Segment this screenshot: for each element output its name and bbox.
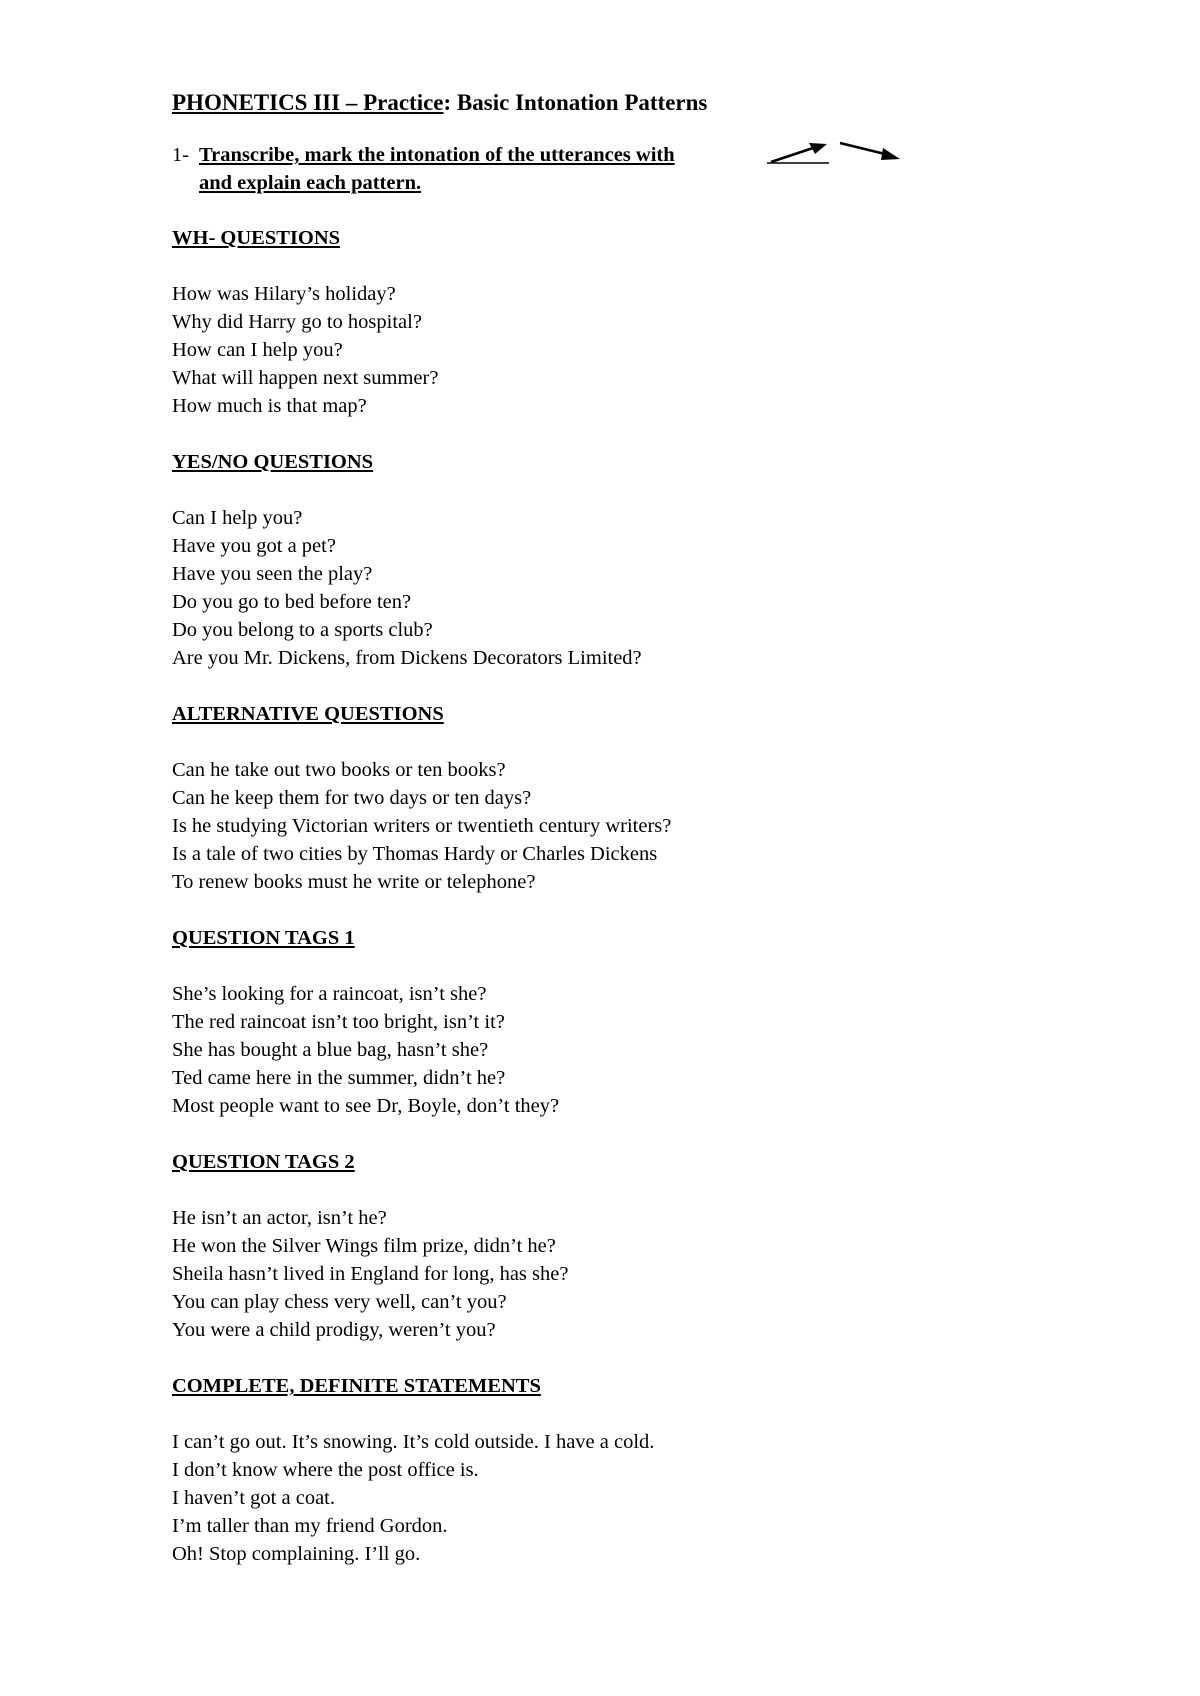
sentence: The red raincoat isn’t too bright, isn’t it?: [172, 1011, 505, 1033]
instruction-line-2: and explain each pattern.: [199, 172, 422, 194]
title-course: PHONETICS III – Practice: [172, 90, 444, 115]
sentence: How was Hilary’s holiday?: [172, 283, 396, 305]
sentence: Is a tale of two cities by Thomas Hardy or Charles Dickens: [172, 843, 658, 865]
exercise-number: 1-: [172, 144, 190, 166]
sentence: Is he studying Victorian writers or twentieth century writers?: [172, 815, 672, 837]
falling-arrow-icon: [840, 143, 900, 160]
sentence: I don’t know where the post office is.: [172, 1459, 479, 1481]
sentence-list: [172, 1428, 1072, 1568]
sentence: Do you belong to a sports club?: [172, 619, 433, 641]
sections-container: [172, 224, 1072, 1568]
section-heading: QUESTION TAGS 2: [172, 1151, 355, 1173]
sentence-list: [172, 980, 1072, 1120]
sentence: I can’t go out. It’s snowing. It’s cold outside. I have a cold.: [172, 1431, 655, 1453]
intonation-arrows: [767, 133, 1087, 173]
sentence: Can I help you?: [172, 507, 303, 529]
sentence-list: [172, 756, 1072, 896]
sentence-list: [172, 280, 1072, 420]
sentence: Oh! Stop complaining. I’ll go.: [172, 1543, 421, 1565]
sentence: He won the Silver Wings film prize, didn’t he?: [172, 1235, 556, 1257]
sentence: You were a child prodigy, weren’t you?: [172, 1319, 496, 1341]
sentence: Do you go to bed before ten?: [172, 591, 412, 613]
section-heading: QUESTION TAGS 1: [172, 927, 355, 949]
section: [172, 448, 1072, 672]
sentence: She has bought a blue bag, hasn’t she?: [172, 1039, 489, 1061]
sentence: How much is that map?: [172, 395, 367, 417]
sentence: You can play chess very well, can’t you?: [172, 1291, 507, 1313]
title-topic: : Basic Intonation Patterns: [443, 90, 708, 115]
section: [172, 1372, 1072, 1568]
sentence: Can he take out two books or ten books?: [172, 759, 506, 781]
sentence: To renew books must he write or telephone?: [172, 871, 536, 893]
sentence: I haven’t got a coat.: [172, 1487, 335, 1509]
section: [172, 224, 1072, 420]
sentence: Have you got a pet?: [172, 535, 336, 557]
rising-arrow-icon: [767, 143, 829, 163]
sentence: Are you Mr. Dickens, from Dickens Decorators Limited?: [172, 647, 642, 669]
section: [172, 700, 1072, 896]
sentence-list: [172, 504, 1072, 672]
sentence: Can he keep them for two days or ten days?: [172, 787, 532, 809]
sentence-list: [172, 1204, 1072, 1344]
sentence: Most people want to see Dr, Boyle, don’t they?: [172, 1095, 560, 1117]
sentence: Why did Harry go to hospital?: [172, 311, 422, 333]
section-heading: YES/NO QUESTIONS: [172, 451, 374, 473]
section: [172, 1148, 1072, 1344]
sentence: Have you seen the play?: [172, 563, 373, 585]
instruction-line-1: Transcribe, mark the intonation of the utterances with: [199, 144, 675, 166]
sentence: Ted came here in the summer, didn’t he?: [172, 1067, 506, 1089]
sentence: I’m taller than my friend Gordon.: [172, 1515, 448, 1537]
sentence: What will happen next summer?: [172, 367, 439, 389]
page-title: [172, 88, 1072, 118]
sentence: He isn’t an actor, isn’t he?: [172, 1207, 387, 1229]
document-page: [172, 88, 1072, 1596]
sentence: She’s looking for a raincoat, isn’t she?: [172, 983, 487, 1005]
section: [172, 924, 1072, 1120]
section-heading: COMPLETE, DEFINITE STATEMENTS: [172, 1375, 541, 1397]
exercise-instruction: [172, 141, 1072, 197]
sentence: How can I help you?: [172, 339, 343, 361]
sentence: Sheila hasn’t lived in England for long, has she?: [172, 1263, 569, 1285]
section-heading: WH- QUESTIONS: [172, 227, 341, 249]
section-heading: ALTERNATIVE QUESTIONS: [172, 703, 444, 725]
